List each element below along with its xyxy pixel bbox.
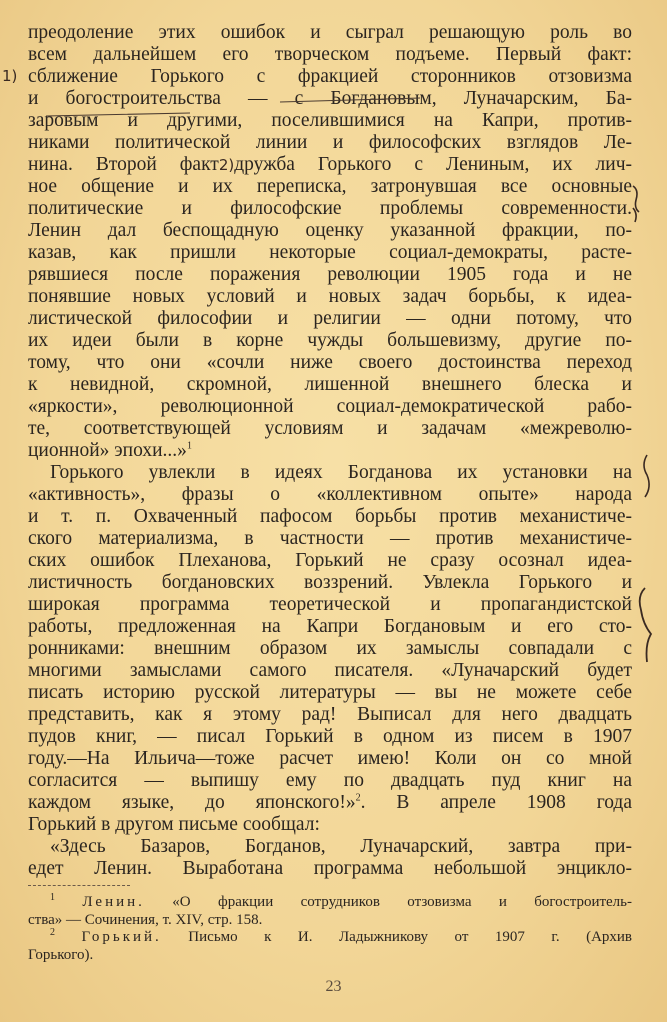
line-text: и т. п. Охваченный пафосом борьбы против механистиче- [28,506,632,527]
footnote-continuation: Горького). [28,946,94,963]
line-text: согласится — выпишу ему по двадцать пуд книг на [28,770,632,791]
line-text: преодоление этих ошибок и сыграл решающую роль во [28,22,632,43]
line-text: едет Ленин. Выработана программа небольшой энцикло- [28,858,632,879]
line-text: к невидной, скромной, лишенной внешнего блеска и [28,374,632,395]
line-text: всем дальнейшем его творческом подъеме. Первый факт: [28,44,632,65]
text-line [28,748,632,770]
line-text: ное общение и их переписка, затронувшая все основные [28,176,632,197]
line-text: Горького увлекли в идеях Богданова их установки на [50,462,632,483]
text-line [28,176,632,198]
footnote [28,894,632,912]
margin-note-1: 1) [2,67,18,85]
text-line [28,264,632,286]
text-line [28,440,632,462]
line-text: году.—На Ильича—тоже расчет имею! Коли он со мной [28,748,632,769]
text-line [28,528,632,550]
body-text [28,22,632,880]
line-text: и богостроительства — с Богдановым, Луначарским, Ба- [28,88,632,109]
text-line [28,594,632,616]
text-line [28,132,632,154]
footnote-number: 1 [50,892,55,903]
line-text: их идеи были в корне чужды большевизму, другие по- [28,330,632,351]
line-text: многими замыслами самого писателя. «Луначарский будет [28,660,632,681]
text-line [28,572,632,594]
line-text: ционной» эпохи...» [28,440,187,461]
line-text: Горький в другом письме сообщал: [28,814,320,835]
line-text: политические и философские проблемы современности. [28,198,632,219]
line-text: те, соответствующей условиям и задачам «межреволю- [28,418,632,439]
text-line [28,22,632,44]
text-line [28,44,632,66]
text-line [28,242,632,264]
text-line [28,660,632,682]
text-line [28,726,632,748]
text-line [28,352,632,374]
footnote-text: Письмо к И. Ладыжникову от 1907 г. (Архив [188,929,633,945]
line-text: нина. Второй факт [28,154,219,175]
footnote-ref[interactable]: 2 [355,792,361,804]
line-text: никами политической линии и философских взглядов Ле- [28,132,632,153]
line-text: пудов книг, — писал Горький в одном из писем в 1907 [28,726,632,747]
footnote-ref[interactable]: 1 [186,440,192,452]
text-line [28,88,632,110]
text-line [28,396,632,418]
footnote-divider [28,885,130,886]
footnote-number: 2 [50,927,55,938]
line-text: ского материализма, в частности — против механистиче- [28,528,632,549]
text-line [28,330,632,352]
text-line [28,550,632,572]
line-text: тому, что они «сочли ниже своего достоинства переход [28,352,632,373]
footnote [28,929,632,947]
line-text: рявшиеся после поражения революции 1905 года и не [28,264,632,285]
text-line [28,154,632,176]
line-text: сближение Горького с фракцией сторонников отзовизма [28,66,632,87]
line-text: «яркости», революционной социал-демократической рабо- [28,396,632,417]
text-line [28,616,632,638]
text-line [28,198,632,220]
line-text: «активность», фразы о «коллективном опыте» народа [28,484,632,505]
line-text: широкая программа теоретической и пропагандистской [28,594,632,615]
margin-note-2: 2) [218,156,235,174]
text-line [28,286,632,308]
line-text: дружба Горького с Лениным, их лич- [234,154,633,175]
line-text: . В апреле 1908 года [360,792,632,813]
line-text: каждом языке, до японского!» [28,792,356,813]
text-line [28,110,632,132]
line-text: Ленин дал беспощадную оценку указанной фракции, по- [28,220,632,241]
margin-bracket-3 [644,455,649,497]
text-line [28,220,632,242]
text-line [28,704,632,726]
margin-bracket-4 [640,588,651,662]
text-line [28,462,632,484]
footnote-text: «О фракции сотрудников отзовизма и богостроитель- [172,894,633,910]
footnotes [28,894,632,964]
line-text: заровым и другими, поселившимися на Капри, против- [28,110,632,131]
footnote-continuation: ства» — Сочинения, т. XIV, стр. 158. [28,911,263,928]
margin-bracket-2 [633,208,636,222]
text-line [28,770,632,792]
line-text: представить, как я этому рад! Выписал для него двадцать [28,704,632,725]
text-line [28,308,632,330]
line-text: писать историю русской литературы — вы не можете себе [28,682,632,703]
line-text: работы, предложенная на Капри Богдановым и его сто- [28,616,632,637]
text-line [28,682,632,704]
line-text: казав, как пришли некоторые социал-демократы, расте- [28,242,632,263]
margin-bracket-1 [633,186,639,212]
line-text: листической философии и религии — одни потому, что [28,308,632,329]
text-line [28,814,632,836]
page-number: 23 [325,978,342,995]
text-line [28,374,632,396]
line-text: «Здесь Базаров, Богданов, Луначарский, завтра при- [50,836,632,857]
line-text: ских ошибок Плеханова, Горький не сразу осознал идеа- [28,550,632,571]
text-line [28,484,632,506]
text-line [28,858,632,880]
text-line [28,506,632,528]
line-text: листичность богдановских воззрений. Увлекла Горького и [28,572,632,593]
line-text: ронниками: внешним образом их замыслы совпадали с [28,638,632,659]
footnote-author: Ленин. [82,894,145,910]
text-line [28,638,632,660]
text-line [28,792,632,814]
text-line [28,66,632,88]
footnote-author: Горький. [81,929,162,945]
text-line [28,418,632,440]
text-line [28,836,632,858]
line-text: понявшие новых условий и новых задач борьбы, к идеа- [28,286,632,307]
